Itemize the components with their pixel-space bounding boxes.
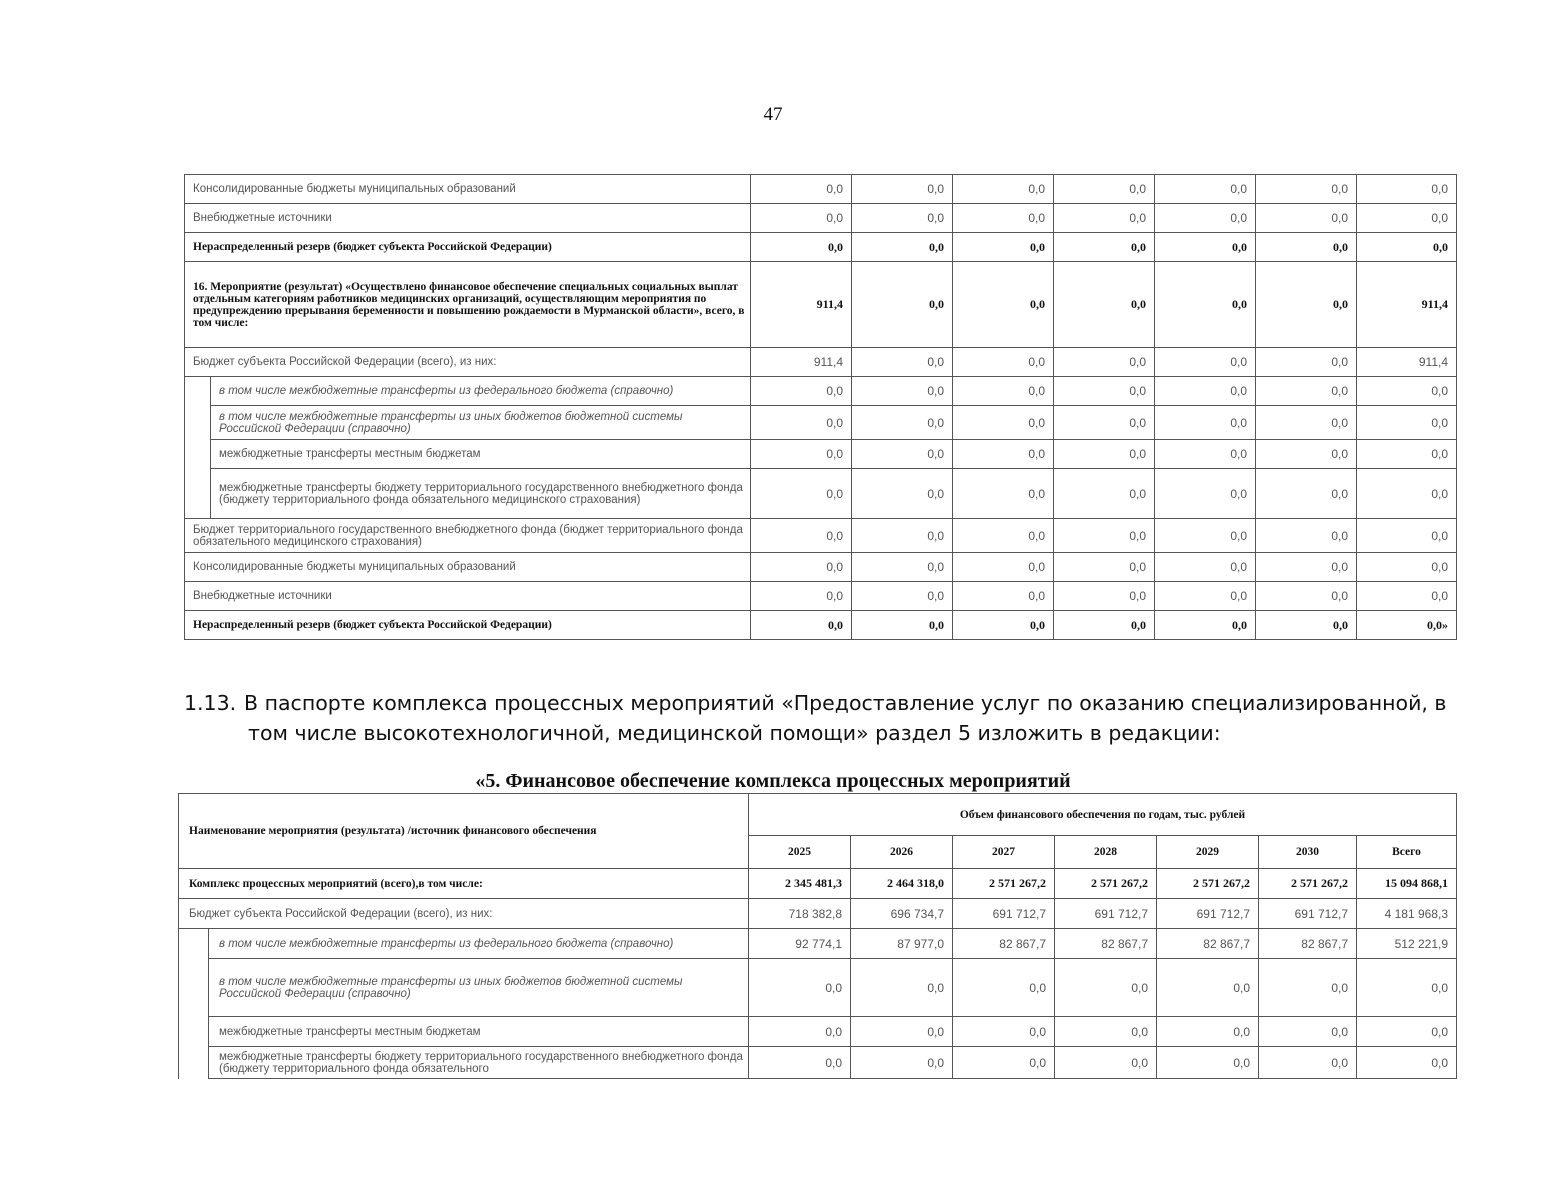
table-row <box>185 377 1457 406</box>
value-cell: 0,0 <box>751 553 852 582</box>
financing-table-section-5 <box>178 793 1457 1079</box>
amendment-paragraph <box>184 688 1456 748</box>
value-cell: 0,0 <box>1157 1047 1259 1079</box>
value-cell: 0,0 <box>1054 406 1155 440</box>
value-cell: 0,0 <box>1357 1047 1457 1079</box>
year-cell: 2030 <box>1259 836 1357 869</box>
value-cell: 0,0 <box>1054 611 1155 640</box>
table-row <box>185 611 1457 640</box>
table-row <box>185 469 1457 519</box>
paragraph-line-1: В паспорте комплекса процессных мероприятий «Предоставление услуг по оказанию специализированной, в <box>244 691 1447 715</box>
row-label: Комплекс процессных мероприятий (всего),в том числе: <box>179 869 749 899</box>
table-row <box>185 406 1457 440</box>
row-label: Внебюджетные источники <box>185 582 751 611</box>
row-label: Внебюджетные источники <box>185 204 751 233</box>
table-row <box>179 1017 1457 1047</box>
value-cell: 0,0 <box>1256 440 1357 469</box>
value-cell: 512 221,9 <box>1357 929 1457 959</box>
table-row <box>185 175 1457 204</box>
value-cell: 0,0 <box>852 233 953 262</box>
row-label: Нераспределенный резерв (бюджет субъекта Российской Федерации) <box>185 611 751 640</box>
value-cell: 0,0 <box>1155 377 1256 406</box>
table-row <box>179 899 1457 929</box>
row-label: межбюджетные трансферты бюджету территориального государственного внебюджетного фонда (бюджету территориального фонда обязательного медицинского страхования) <box>211 469 751 519</box>
value-cell: 2 464 318,0 <box>851 869 953 899</box>
indent-cell <box>179 1047 209 1079</box>
value-cell: 691 712,7 <box>953 899 1055 929</box>
value-cell: 0,0 <box>1155 553 1256 582</box>
value-cell: 0,0 <box>953 553 1054 582</box>
row-label: Консолидированные бюджеты муниципальных образований <box>185 175 751 204</box>
table-row <box>185 582 1457 611</box>
indent-cell <box>185 377 211 406</box>
value-cell: 0,0 <box>1256 175 1357 204</box>
value-cell: 0,0 <box>1256 204 1357 233</box>
value-cell: 0,0 <box>751 175 852 204</box>
row-label: межбюджетные трансферты местным бюджетам <box>209 1017 749 1047</box>
row-label: межбюджетные трансферты местным бюджетам <box>211 440 751 469</box>
value-cell: 0,0 <box>749 959 851 1017</box>
value-cell: 0,0 <box>1256 519 1357 553</box>
value-cell: 0,0 <box>1155 175 1256 204</box>
table-row <box>185 233 1457 262</box>
table-row <box>179 929 1457 959</box>
indent-cell <box>185 440 211 469</box>
table-row <box>185 262 1457 348</box>
value-cell: 0,0 <box>1054 204 1155 233</box>
section-title: «5. Финансовое обеспечение комплекса процессных мероприятий <box>475 770 1071 792</box>
value-cell: 0,0» <box>1357 611 1457 640</box>
value-cell: 0,0 <box>852 582 953 611</box>
value-cell: 0,0 <box>953 611 1054 640</box>
value-cell: 0,0 <box>852 175 953 204</box>
page-number: 47 <box>763 104 783 125</box>
value-cell: 0,0 <box>1155 406 1256 440</box>
year-cell: 2029 <box>1157 836 1259 869</box>
value-cell: 0,0 <box>1155 519 1256 553</box>
table-row <box>185 204 1457 233</box>
value-cell: 691 712,7 <box>1259 899 1357 929</box>
table-row <box>185 348 1457 377</box>
value-cell: 82 867,7 <box>1055 929 1157 959</box>
value-cell: 0,0 <box>1155 348 1256 377</box>
value-cell: 0,0 <box>751 233 852 262</box>
value-cell: 0,0 <box>1256 377 1357 406</box>
value-cell: 0,0 <box>1357 406 1457 440</box>
value-cell: 0,0 <box>749 1047 851 1079</box>
value-cell: 0,0 <box>751 377 852 406</box>
indent-cell <box>179 1017 209 1047</box>
value-cell: 0,0 <box>851 1047 953 1079</box>
table-row <box>179 959 1457 1017</box>
value-cell: 0,0 <box>1157 959 1259 1017</box>
value-cell: 0,0 <box>1054 233 1155 262</box>
value-cell: 0,0 <box>1054 582 1155 611</box>
total-header-cell: Всего <box>1357 836 1457 869</box>
row-label: межбюджетные трансферты бюджету территориального государственного внебюджетного фонда (бюджету территориального фонда обязательного <box>209 1047 749 1079</box>
row-label: в том числе межбюджетные трансферты из иных бюджетов бюджетной системы Российской Федерации (справочно) <box>209 959 749 1017</box>
value-cell: 691 712,7 <box>1157 899 1259 929</box>
value-cell: 0,0 <box>852 204 953 233</box>
value-cell: 92 774,1 <box>749 929 851 959</box>
value-cell: 0,0 <box>1357 233 1457 262</box>
value-cell: 0,0 <box>852 348 953 377</box>
year-cell: 2027 <box>953 836 1055 869</box>
indent-cell <box>185 469 211 519</box>
value-cell: 0,0 <box>749 1017 851 1047</box>
row-label: Бюджет субъекта Российской Федерации (всего), из них: <box>185 348 751 377</box>
value-cell: 0,0 <box>1357 1017 1457 1047</box>
value-cell: 0,0 <box>852 553 953 582</box>
value-cell: 0,0 <box>953 204 1054 233</box>
value-cell: 2 571 267,2 <box>953 869 1055 899</box>
value-cell: 0,0 <box>1055 959 1157 1017</box>
value-cell: 0,0 <box>1357 377 1457 406</box>
value-cell: 0,0 <box>751 582 852 611</box>
value-cell: 82 867,7 <box>1157 929 1259 959</box>
value-cell: 0,0 <box>953 1017 1055 1047</box>
value-cell: 0,0 <box>1357 175 1457 204</box>
value-cell: 0,0 <box>953 348 1054 377</box>
value-cell: 0,0 <box>1155 262 1256 348</box>
value-cell: 0,0 <box>953 406 1054 440</box>
year-cell: 2026 <box>851 836 953 869</box>
indent-cell <box>185 406 211 440</box>
value-cell: 0,0 <box>953 519 1054 553</box>
value-cell: 0,0 <box>1259 1047 1357 1079</box>
value-cell: 0,0 <box>953 469 1054 519</box>
row-label: 16. Мероприятие (результат) «Осуществлено финансовое обеспечение специальных социальных выплат отдельным категориям работников медицинских организаций, осуществляющим мероприятия по предупреждению прерывания беременности и повышению рождаемости в Мурманской области», всего, в том числе: <box>185 262 751 348</box>
row-label: Нераспределенный резерв (бюджет субъекта Российской Федерации) <box>185 233 751 262</box>
value-cell: 0,0 <box>953 233 1054 262</box>
value-cell: 15 094 868,1 <box>1357 869 1457 899</box>
value-cell: 2 571 267,2 <box>1259 869 1357 899</box>
value-cell: 0,0 <box>1256 348 1357 377</box>
value-cell: 0,0 <box>1054 553 1155 582</box>
table-row <box>185 519 1457 553</box>
value-cell: 691 712,7 <box>1055 899 1157 929</box>
value-cell: 911,4 <box>1357 262 1457 348</box>
value-cell: 0,0 <box>751 611 852 640</box>
indent-cell <box>179 959 209 1017</box>
value-cell: 0,0 <box>1054 440 1155 469</box>
value-cell: 0,0 <box>751 204 852 233</box>
value-cell: 0,0 <box>852 611 953 640</box>
value-cell: 0,0 <box>852 440 953 469</box>
row-label: в том числе межбюджетные трансферты из федерального бюджета (справочно) <box>211 377 751 406</box>
row-label: Консолидированные бюджеты муниципальных образований <box>185 553 751 582</box>
value-cell: 0,0 <box>751 469 852 519</box>
value-cell: 0,0 <box>851 1017 953 1047</box>
value-cell: 718 382,8 <box>749 899 851 929</box>
value-cell: 0,0 <box>1357 469 1457 519</box>
value-cell: 0,0 <box>953 377 1054 406</box>
value-cell: 0,0 <box>852 262 953 348</box>
value-cell: 0,0 <box>1256 233 1357 262</box>
value-cell: 0,0 <box>852 469 953 519</box>
value-cell: 0,0 <box>1054 519 1155 553</box>
value-cell: 0,0 <box>751 519 852 553</box>
value-cell: 0,0 <box>953 1047 1055 1079</box>
value-cell: 0,0 <box>1054 262 1155 348</box>
table-row <box>179 869 1457 899</box>
table-row <box>179 1047 1457 1079</box>
value-cell: 0,0 <box>1256 611 1357 640</box>
value-cell: 0,0 <box>1259 959 1357 1017</box>
value-cell: 0,0 <box>953 175 1054 204</box>
value-cell: 911,4 <box>751 262 852 348</box>
value-cell: 0,0 <box>1155 582 1256 611</box>
value-cell: 0,0 <box>1357 959 1457 1017</box>
value-cell: 0,0 <box>1357 440 1457 469</box>
value-cell: 0,0 <box>1256 406 1357 440</box>
row-label: Бюджет субъекта Российской Федерации (всего), из них: <box>179 899 749 929</box>
value-cell: 0,0 <box>852 519 953 553</box>
value-cell: 0,0 <box>1357 582 1457 611</box>
table-header-row <box>179 794 1457 836</box>
financing-table-continued <box>184 174 1457 640</box>
value-cell: 0,0 <box>1054 348 1155 377</box>
value-cell: 0,0 <box>851 959 953 1017</box>
value-cell: 4 181 968,3 <box>1357 899 1457 929</box>
value-cell: 0,0 <box>953 959 1055 1017</box>
value-cell: 0,0 <box>1155 440 1256 469</box>
year-cell: 2028 <box>1055 836 1157 869</box>
paragraph-number: 1.13. <box>184 691 237 715</box>
table-row <box>185 553 1457 582</box>
year-cell: 2025 <box>749 836 851 869</box>
row-label: в том числе межбюджетные трансферты из федерального бюджета (справочно) <box>209 929 749 959</box>
value-cell: 2 571 267,2 <box>1157 869 1259 899</box>
value-cell: 0,0 <box>1157 1017 1259 1047</box>
header-volume-cell: Объем финансового обеспечения по годам, тыс. рублей <box>749 794 1457 836</box>
value-cell: 0,0 <box>1055 1017 1157 1047</box>
value-cell: 0,0 <box>1055 1047 1157 1079</box>
value-cell: 0,0 <box>1155 233 1256 262</box>
value-cell: 2 571 267,2 <box>1055 869 1157 899</box>
value-cell: 0,0 <box>1256 582 1357 611</box>
value-cell: 0,0 <box>751 440 852 469</box>
value-cell: 2 345 481,3 <box>749 869 851 899</box>
value-cell: 911,4 <box>1357 348 1457 377</box>
row-label: в том числе межбюджетные трансферты из иных бюджетов бюджетной системы Российской Федерации (справочно) <box>211 406 751 440</box>
table-row <box>185 440 1457 469</box>
value-cell: 82 867,7 <box>953 929 1055 959</box>
value-cell: 0,0 <box>1256 553 1357 582</box>
value-cell: 0,0 <box>1259 1017 1357 1047</box>
value-cell: 0,0 <box>953 262 1054 348</box>
value-cell: 0,0 <box>1054 377 1155 406</box>
value-cell: 0,0 <box>852 406 953 440</box>
value-cell: 82 867,7 <box>1259 929 1357 959</box>
paragraph-line-2: том числе высокотехнологичной, медицинской помощи» раздел 5 изложить в редакции: <box>248 721 1221 745</box>
value-cell: 87 977,0 <box>851 929 953 959</box>
value-cell: 0,0 <box>953 582 1054 611</box>
value-cell: 0,0 <box>1155 469 1256 519</box>
value-cell: 0,0 <box>1357 519 1457 553</box>
value-cell: 0,0 <box>1357 204 1457 233</box>
value-cell: 911,4 <box>751 348 852 377</box>
value-cell: 0,0 <box>1054 469 1155 519</box>
value-cell: 0,0 <box>751 406 852 440</box>
indent-cell <box>179 929 209 959</box>
value-cell: 0,0 <box>1256 262 1357 348</box>
value-cell: 0,0 <box>1054 175 1155 204</box>
value-cell: 0,0 <box>1357 553 1457 582</box>
value-cell: 0,0 <box>1155 611 1256 640</box>
header-name-cell: Наименование мероприятия (результата) /источник финансового обеспечения <box>179 794 749 869</box>
value-cell: 0,0 <box>852 377 953 406</box>
value-cell: 0,0 <box>1256 469 1357 519</box>
value-cell: 0,0 <box>953 440 1054 469</box>
value-cell: 696 734,7 <box>851 899 953 929</box>
row-label: Бюджет территориального государственного внебюджетного фонда (бюджет территориального фонда обязательного медицинского страхования) <box>185 519 751 553</box>
value-cell: 0,0 <box>1155 204 1256 233</box>
